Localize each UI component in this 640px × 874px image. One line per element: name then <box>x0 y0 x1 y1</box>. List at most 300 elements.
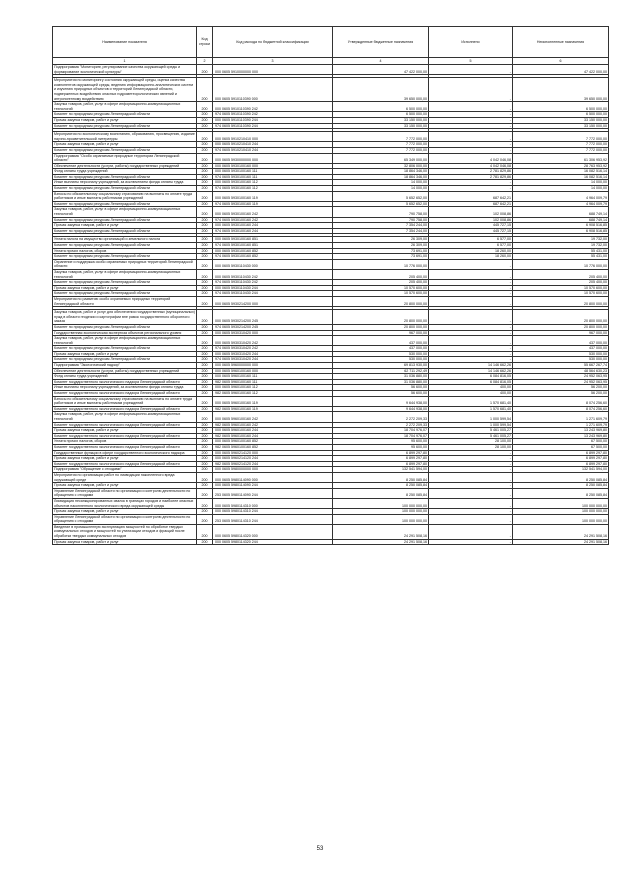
cell-indicator-name: Закупка товаров, работ, услуг в сфере информационно-коммуникационных технологий <box>53 102 197 112</box>
cell-executed: 28 100,00 <box>429 439 513 445</box>
cell-expense-code: 000 0605 5960100160 119 <box>213 396 333 406</box>
cell-approved: 73 691,00 <box>333 254 429 260</box>
cell-line-code: 200 <box>197 422 213 428</box>
cell-executed: 2 781 829,86 <box>429 169 513 175</box>
cell-indicator-name: Обеспечение деятельности (услуги, работы) государственных учреждений <box>53 163 197 169</box>
column-number: 6 <box>513 58 609 65</box>
cell-unexecuted: 100 000 000,00 <box>513 514 609 524</box>
cell-approved: 18 704 976,07 <box>333 433 429 439</box>
table-row <box>53 396 609 406</box>
cell-indicator-name: Прочая закупка товаров, работ и услуг <box>53 483 197 489</box>
cell-line-code: 200 <box>197 391 213 397</box>
cell-executed: - <box>429 330 513 336</box>
cell-line-code: 200 <box>197 174 213 180</box>
cell-approved: 20 800 000,00 <box>333 310 429 325</box>
header-line-code: Код строки <box>197 27 213 58</box>
cell-indicator-name: Фонд оплаты труда учреждений <box>53 169 197 175</box>
cell-expense-code: 974 0605 5930110430 242 <box>213 280 333 286</box>
cell-approved: 73 691,00 <box>333 248 429 254</box>
table-row <box>53 153 609 163</box>
cell-indicator-name: Комитет по природным ресурсам Ленинградской области <box>53 280 197 286</box>
cell-approved: 32 806 000,00 <box>333 163 429 169</box>
cell-executed: - <box>429 132 513 142</box>
cell-expense-code: 000 0605 5910110390 242 <box>213 102 333 112</box>
cell-executed: 102 008,86 <box>429 217 513 223</box>
cell-expense-code: 974 0605 5930310420 242 <box>213 346 333 352</box>
cell-expense-code: 974 0605 5930100160 852 <box>213 254 333 260</box>
cell-line-code: 200 <box>197 269 213 279</box>
cell-approved: 5 652 652,00 <box>333 191 429 201</box>
cell-expense-code: 000 0605 5930100160 851 <box>213 237 333 243</box>
cell-expense-code: 982 0605 5960100160 111 <box>213 379 333 385</box>
cell-line-code: 200 <box>197 259 213 269</box>
cell-executed: 400,00 <box>429 391 513 397</box>
cell-expense-code: 000 0605 5980114320 244 <box>213 539 333 545</box>
budget-execution-table <box>52 26 609 545</box>
cell-approved: 790 758,00 <box>333 207 429 217</box>
cell-line-code: 200 <box>197 444 213 450</box>
cell-expense-code: 000 0605 5910210410 244 <box>213 142 333 148</box>
cell-line-code: 200 <box>197 142 213 148</box>
cell-expense-code: 000 0605 5980114090 244 <box>213 483 333 489</box>
cell-executed: 6 084 816,05 <box>429 379 513 385</box>
cell-line-code: 200 <box>197 406 213 412</box>
cell-expense-code: 974 0605 5910110390 242 <box>213 112 333 118</box>
cell-line-code: 200 <box>197 248 213 254</box>
table-row <box>53 498 609 508</box>
cell-executed: 687 642,21 <box>429 191 513 201</box>
cell-unexecuted: 7 772 000,00 <box>513 132 609 142</box>
cell-line-code: 200 <box>197 112 213 118</box>
cell-unexecuted: 24 952 063,95 <box>513 379 609 385</box>
cell-approved: 10 776 000,00 <box>333 259 429 269</box>
table-row <box>53 259 609 269</box>
cell-line-code: 200 <box>197 363 213 369</box>
cell-approved: 20 800 000,00 <box>333 296 429 306</box>
cell-approved: 14 000,00 <box>333 180 429 186</box>
cell-unexecuted: 6 908 516,85 <box>513 223 609 229</box>
cell-unexecuted: 4 964 009,79 <box>513 191 609 201</box>
cell-expense-code: 974 0605 5930100160 851 <box>213 243 333 249</box>
column-number: 4 <box>333 58 429 65</box>
cell-line-code: 200 <box>197 498 213 508</box>
table-body <box>53 65 609 545</box>
cell-expense-code: 974 0605 5930310420 244 <box>213 357 333 363</box>
cell-approved: 7 354 244,00 <box>333 223 429 229</box>
column-number: 5 <box>429 58 513 65</box>
cell-unexecuted: 1 271 609,79 <box>513 422 609 428</box>
cell-line-code: 200 <box>197 379 213 385</box>
cell-executed: - <box>429 117 513 123</box>
cell-approved: 7 772 000,00 <box>333 147 429 153</box>
cell-line-code: 200 <box>197 169 213 175</box>
cell-unexecuted: 437 000,00 <box>513 346 609 352</box>
column-number: 2 <box>197 58 213 65</box>
cell-approved: 6 500 000,00 <box>333 102 429 112</box>
cell-executed: - <box>429 142 513 148</box>
cell-executed: - <box>429 524 513 539</box>
cell-unexecuted: 8 250 085,84 <box>513 483 609 489</box>
cell-line-code: 200 <box>197 65 213 75</box>
cell-approved: 24 291 508,16 <box>333 539 429 545</box>
cell-approved: 9 644 938,00 <box>333 396 429 406</box>
cell-indicator-name: Комитет государственного экологического надзора Ленинградской области <box>53 433 197 439</box>
cell-line-code: 200 <box>197 180 213 186</box>
cell-unexecuted: 33 150 000,00 <box>513 117 609 123</box>
cell-unexecuted: 1 271 609,79 <box>513 412 609 422</box>
cell-line-code: 200 <box>197 228 213 234</box>
cell-executed: - <box>429 123 513 129</box>
cell-line-code: 200 <box>197 467 213 473</box>
cell-expense-code: 000 0605 5960000000 000 <box>213 363 333 369</box>
cell-unexecuted: 530 000,00 <box>513 357 609 363</box>
table-row <box>53 539 609 545</box>
cell-indicator-name: Мероприятия по мониторингу состояния окружающей среды, оценка качества компонентов окружающей среды, ведению информационно-аналитических систем и изучению природных объектов и территорий Ленинградской области, подверженных воздействию опасных гидрометеорологических явлений и антропогенному воздействию <box>53 78 197 102</box>
cell-executed: - <box>429 102 513 112</box>
cell-line-code: 200 <box>197 488 213 498</box>
cell-approved: 56 600,00 <box>333 391 429 397</box>
cell-executed: - <box>429 472 513 482</box>
cell-line-code: 200 <box>197 396 213 406</box>
cell-line-code: 200 <box>197 472 213 482</box>
cell-unexecuted: 132 541 594,00 <box>513 467 609 473</box>
cell-approved: 7 772 000,00 <box>333 132 429 142</box>
cell-executed: - <box>429 346 513 352</box>
cell-unexecuted: 688 749,14 <box>513 217 609 223</box>
table-row <box>53 65 609 75</box>
cell-expense-code: 000 0605 5930310420 242 <box>213 336 333 346</box>
table-row <box>53 296 609 306</box>
table-row <box>53 336 609 346</box>
header-executed: Исполнено <box>429 27 513 58</box>
cell-unexecuted: 6 500 000,00 <box>513 112 609 118</box>
cell-indicator-name: Комитет по природным ресурсам Ленинградской области <box>53 217 197 223</box>
cell-unexecuted: 13 243 969,80 <box>513 433 609 439</box>
cell-indicator-name: Комитет по природным ресурсам Ленинградской области <box>53 228 197 234</box>
cell-unexecuted: 205 400,00 <box>513 280 609 286</box>
cell-executed: - <box>429 147 513 153</box>
cell-expense-code: 982 0605 5960100160 852 <box>213 444 333 450</box>
cell-executed: - <box>429 488 513 498</box>
cell-indicator-name: Комитет по природным ресурсам Ленинградской области <box>53 174 197 180</box>
cell-executed: 445 727,15 <box>429 228 513 234</box>
cell-expense-code: 000 0605 5910110390 244 <box>213 117 333 123</box>
cell-line-code: 200 <box>197 201 213 207</box>
cell-indicator-name: Взносы по обязательному социальному страхованию на выплаты по оплате труда работников и иные выплаты работникам учреждений <box>53 191 197 201</box>
cell-approved: 33 150 000,00 <box>333 117 429 123</box>
cell-executed: - <box>429 112 513 118</box>
cell-expense-code: 000 0605 5980114310 000 <box>213 498 333 508</box>
cell-expense-code: 000 0605 5930110430 244 <box>213 285 333 291</box>
cell-expense-code: 982 0605 5960100160 242 <box>213 422 333 428</box>
cell-executed: - <box>429 285 513 291</box>
cell-line-code: 200 <box>197 291 213 297</box>
cell-line-code: 200 <box>197 163 213 169</box>
cell-expense-code: 000 0605 5960100160 852 <box>213 439 333 445</box>
table-row <box>53 207 609 217</box>
cell-indicator-name: Управление Ленинградской области по организации и контролю деятельности по обращению с отходами <box>53 514 197 524</box>
cell-executed: 687 642,21 <box>429 201 513 207</box>
cell-approved: 8 250 085,84 <box>333 488 429 498</box>
table-row <box>53 269 609 279</box>
cell-expense-code: 000 0605 5960100160 000 <box>213 368 333 374</box>
column-number-row <box>53 58 609 65</box>
cell-executed: - <box>429 467 513 473</box>
cell-indicator-name: Комитет по природным ресурсам Ленинградской области <box>53 254 197 260</box>
cell-line-code: 200 <box>197 539 213 545</box>
cell-indicator-name: Взносы по обязательному социальному страхованию на выплаты по оплате труда работников и иные выплаты работникам учреждений <box>53 396 197 406</box>
cell-indicator-name: Прочая закупка товаров, работ и услуг <box>53 456 197 462</box>
cell-unexecuted: 20 800 000,00 <box>513 296 609 306</box>
cell-executed: - <box>429 357 513 363</box>
cell-unexecuted: 39 650 000,00 <box>513 78 609 102</box>
cell-expense-code: 974 0605 5930110430 244 <box>213 291 333 297</box>
cell-unexecuted: 967 000,00 <box>513 330 609 336</box>
cell-unexecuted: 20 800 000,00 <box>513 310 609 325</box>
cell-indicator-name: Мероприятия по экологическому воспитанию, образованию, просвещению, издание научно-просветительской литературы <box>54 132 195 141</box>
cell-line-code: 200 <box>197 450 213 456</box>
cell-approved: 31 036 880,00 <box>333 374 429 380</box>
cell-approved: 95 600,00 <box>333 439 429 445</box>
cell-unexecuted: 28 763 953,92 <box>513 163 609 169</box>
cell-line-code: 200 <box>197 243 213 249</box>
cell-indicator-name: Мероприятия по организации работ по ликвидации накопленного вреда окружающей среде <box>53 472 197 482</box>
cell-line-code: 200 <box>197 237 213 243</box>
cell-executed: 4 042 046,08 <box>429 153 513 163</box>
cell-approved: 100 000 000,00 <box>333 498 429 508</box>
cell-unexecuted: 55 431,00 <box>513 248 609 254</box>
cell-line-code: 200 <box>197 117 213 123</box>
table-row <box>53 524 609 539</box>
cell-line-code: 200 <box>197 285 213 291</box>
cell-unexecuted: 67 500,00 <box>513 444 609 450</box>
header-approved: Утвержденные бюджетные назначения <box>333 27 429 58</box>
cell-approved: 10 570 600,00 <box>333 291 429 297</box>
cell-indicator-name: Закупка товаров, работ, услуг в сфере информационно-коммуникационных технологий <box>53 412 197 422</box>
cell-line-code: 200 <box>197 385 213 391</box>
cell-line-code: 200 <box>197 102 213 112</box>
cell-unexecuted: 6 899 297,80 <box>513 456 609 462</box>
cell-executed: - <box>429 461 513 467</box>
cell-unexecuted: 16 082 516,14 <box>513 174 609 180</box>
cell-expense-code: 000 0605 5930214200 245 <box>213 310 333 325</box>
cell-approved: 790 758,00 <box>333 217 429 223</box>
cell-indicator-name: Прочая закупка товаров, работ и услуг <box>53 223 197 229</box>
cell-executed: - <box>429 456 513 462</box>
cell-line-code: 200 <box>197 310 213 325</box>
cell-approved: 56 600,00 <box>333 385 429 391</box>
cell-expense-code: 974 0605 5930214200 245 <box>213 324 333 330</box>
header-row <box>53 27 609 58</box>
cell-executed: 1 000 599,54 <box>429 422 513 428</box>
table-row <box>53 102 609 112</box>
cell-unexecuted: 6 899 297,80 <box>513 461 609 467</box>
cell-indicator-name: Закупка товаров, работ, услуг в сфере информационно-коммуникационных технологий <box>53 336 197 346</box>
cell-line-code: 200 <box>197 346 213 352</box>
cell-executed: 400,00 <box>429 385 513 391</box>
cell-expense-code: 000 0605 5980000000 000 <box>213 467 333 473</box>
cell-expense-code: 974 0605 5930100160 112 <box>213 186 333 192</box>
cell-expense-code: 974 0605 5930100160 119 <box>213 201 333 207</box>
cell-approved: 18 864 346,00 <box>333 169 429 175</box>
cell-indicator-name: Комитет по природным ресурсам Ленинградской области <box>53 123 197 129</box>
cell-indicator-name: Комитет по природным ресурсам Ленинградской области <box>53 357 197 363</box>
cell-indicator-name: Иные выплаты персоналу учреждений, за исключением фонда оплаты труда <box>53 385 197 391</box>
cell-line-code: 200 <box>197 280 213 286</box>
cell-unexecuted: 8 250 085,84 <box>513 488 609 498</box>
cell-executed: - <box>429 180 513 186</box>
cell-approved: 26 309,00 <box>333 237 429 243</box>
cell-unexecuted: 100 000 000,00 <box>513 509 609 515</box>
cell-line-code: 200 <box>197 461 213 467</box>
cell-expense-code: 000 0605 5930310420 244 <box>213 351 333 357</box>
cell-approved: 31 036 880,00 <box>333 379 429 385</box>
cell-unexecuted: 8 074 256,60 <box>513 396 609 406</box>
cell-executed: - <box>429 186 513 192</box>
column-number: 1 <box>53 58 197 65</box>
cell-expense-code: 000 0605 5930110430 242 <box>213 269 333 279</box>
cell-unexecuted: 100 000 000,00 <box>513 498 609 508</box>
cell-approved: 39 650 000,00 <box>333 78 429 102</box>
table-row <box>53 132 609 142</box>
cell-expense-code: 000 0605 5930110430 000 <box>213 259 333 269</box>
cell-unexecuted: 6 908 516,85 <box>513 228 609 234</box>
table-row <box>53 310 609 325</box>
cell-expense-code: 974 0605 5930100160 242 <box>213 217 333 223</box>
cell-indicator-name: Комитет государственного экологического надзора Ленинградской области <box>53 406 197 412</box>
cell-executed: 28 100,00 <box>429 444 513 450</box>
cell-executed: - <box>429 78 513 102</box>
cell-indicator-name: Комитет государственного экологического надзора Ленинградской области <box>53 461 197 467</box>
cell-expense-code: 000 0605 5930100160 119 <box>213 191 333 201</box>
cell-executed: - <box>429 514 513 524</box>
table-row <box>53 472 609 482</box>
cell-approved: 6 899 297,80 <box>333 450 429 456</box>
cell-executed: 102 008,86 <box>429 207 513 217</box>
cell-approved: 132 541 594,00 <box>333 467 429 473</box>
cell-expense-code: 000 0605 5960100160 244 <box>213 428 333 434</box>
cell-indicator-name: Подпрограмма "Мониторинг, регулирование качества окружающей среды и формирование экологической культуры" <box>53 65 197 75</box>
cell-unexecuted: 6 500 000,00 <box>513 102 609 112</box>
cell-indicator-name: Прочая закупка товаров, работ и услуг <box>53 539 197 545</box>
cell-unexecuted: 7 772 000,00 <box>513 147 609 153</box>
cell-unexecuted: 16 082 516,14 <box>513 169 609 175</box>
page-number: 53 <box>316 846 324 852</box>
cell-indicator-name: Комитет государственного экологического надзора Ленинградской области <box>53 422 197 428</box>
cell-expense-code: 000 0605 5930000000 000 <box>213 153 333 163</box>
cell-line-code: 200 <box>197 324 213 330</box>
cell-indicator-name: Охранение и поддержка особо охраняемых природных территорий Ленинградской области <box>53 259 197 269</box>
cell-executed: - <box>429 280 513 286</box>
cell-line-code: 200 <box>197 123 213 129</box>
cell-indicator-name: Комитет государственного экологического надзора Ленинградской области <box>53 379 197 385</box>
cell-expense-code: 974 0605 5910210410 244 <box>213 147 333 153</box>
cell-unexecuted: 14 000,00 <box>513 180 609 186</box>
cell-expense-code: 000 0605 5910000000 000 <box>213 65 333 75</box>
cell-indicator-name: Управление Ленинградской области по организации и контролю деятельности по обращению с отходами <box>53 488 197 498</box>
cell-approved: 6 899 297,80 <box>333 461 429 467</box>
cell-indicator-name: Обеспечение деятельности (услуги, работы) государственных учреждений <box>53 368 197 374</box>
cell-approved: 18 864 346,00 <box>333 174 429 180</box>
cell-approved: 205 400,00 <box>333 269 429 279</box>
cell-unexecuted: 56 200,00 <box>513 391 609 397</box>
cell-indicator-name: Комитет по природным ресурсам Ленинградской области <box>53 346 197 352</box>
cell-unexecuted: 14 000,00 <box>513 186 609 192</box>
cell-line-code: 200 <box>197 186 213 192</box>
cell-indicator-name: Комитет по природным ресурсам Ленинградской области <box>53 201 197 207</box>
cell-expense-code: 974 0605 5930100160 111 <box>213 174 333 180</box>
cell-executed: - <box>429 269 513 279</box>
cell-executed: - <box>429 310 513 325</box>
cell-line-code: 200 <box>197 78 213 102</box>
header-unexecuted: Неисполненные назначения <box>513 27 609 58</box>
cell-indicator-name: Комитет государственного экологического надзора Ленинградской области <box>53 444 197 450</box>
cell-unexecuted: 67 500,00 <box>513 439 609 445</box>
cell-unexecuted: 8 074 256,60 <box>513 406 609 412</box>
cell-unexecuted: 13 243 969,80 <box>513 428 609 434</box>
cell-expense-code: 000 0605 5960100160 242 <box>213 412 333 422</box>
cell-expense-code: 000 0605 5930100160 242 <box>213 207 333 217</box>
cell-unexecuted: 61 306 953,92 <box>513 153 609 163</box>
cell-line-code: 200 <box>197 207 213 217</box>
cell-unexecuted: 10 570 600,00 <box>513 291 609 297</box>
cell-indicator-name: Комитет по природным ресурсам Ленинградской области <box>53 243 197 249</box>
cell-line-code: 200 <box>197 509 213 515</box>
cell-unexecuted: 205 400,00 <box>513 269 609 279</box>
cell-line-code: 200 <box>197 296 213 306</box>
cell-approved: 7 354 244,00 <box>333 228 429 234</box>
table-row <box>53 412 609 422</box>
cell-unexecuted: 24 291 508,16 <box>513 539 609 545</box>
cell-approved: 10 570 600,00 <box>333 285 429 291</box>
cell-indicator-name: Прочая закупка товаров, работ и услуг <box>53 142 197 148</box>
cell-executed: - <box>429 450 513 456</box>
cell-line-code: 200 <box>197 412 213 422</box>
cell-indicator-name: Прочая закупка товаров, работ и услуг <box>53 117 197 123</box>
cell-approved: 5 652 652,00 <box>333 201 429 207</box>
cell-line-code: 200 <box>197 368 213 374</box>
cell-unexecuted: 437 000,00 <box>513 336 609 346</box>
cell-executed: 1 570 681,40 <box>429 406 513 412</box>
cell-approved: 95 600,00 <box>333 444 429 450</box>
cell-executed: 18 260,00 <box>429 254 513 260</box>
cell-unexecuted: 48 564 630,23 <box>513 368 609 374</box>
cell-approved: 530 000,00 <box>333 357 429 363</box>
cell-expense-code: 000 0605 5980114090 000 <box>213 472 333 482</box>
cell-approved: 8 250 085,84 <box>333 483 429 489</box>
cell-approved: 33 150 000,00 <box>333 123 429 129</box>
cell-approved: 26 309,00 <box>333 243 429 249</box>
cell-unexecuted: 4 964 009,79 <box>513 201 609 207</box>
cell-expense-code: 000 0605 5930100160 112 <box>213 180 333 186</box>
cell-indicator-name: Прочая закупка товаров, работ и услуг <box>53 351 197 357</box>
cell-unexecuted: 7 772 000,00 <box>513 142 609 148</box>
cell-line-code: 200 <box>197 336 213 346</box>
cell-expense-code: 000 0605 5930310420 000 <box>213 330 333 336</box>
cell-indicator-name: Прочая закупка товаров, работ и услуг <box>53 285 197 291</box>
header-indicator-name: Наименование показателя <box>53 27 197 58</box>
cell-line-code: 200 <box>197 483 213 489</box>
cell-approved: 2 272 209,33 <box>333 412 429 422</box>
cell-indicator-name: Комитет по природным ресурсам Ленинградской области <box>53 186 197 192</box>
cell-expense-code: 000 0605 5960214120 000 <box>213 450 333 456</box>
cell-unexecuted: 10 570 600,00 <box>513 285 609 291</box>
cell-executed: 5 461 005,27 <box>429 433 513 439</box>
cell-executed: 4 042 046,08 <box>429 163 513 169</box>
cell-approved: 18 704 976,07 <box>333 428 429 434</box>
cell-expense-code: 982 0605 5960100160 112 <box>213 391 333 397</box>
cell-approved: 6 899 297,80 <box>333 456 429 462</box>
